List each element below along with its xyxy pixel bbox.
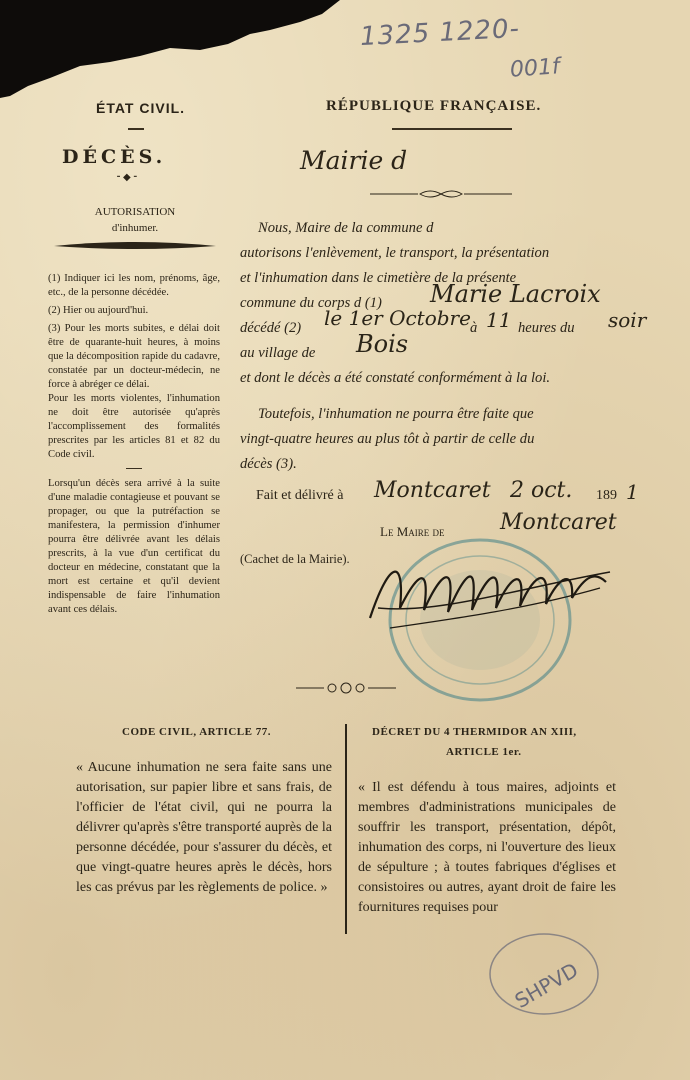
toutefois-line-2: vingt-quatre heures au plus tôt à partir de celle du (240, 431, 535, 447)
body-line-7: et dont le décès a été constaté conformément à la loi. (240, 370, 551, 386)
inhumer-subtitle: d'inhumer. (111, 222, 159, 234)
body-line-1: Nous, Maire de la commune d (258, 220, 434, 236)
decret-title: DÉCRET DU 4 THERMIDOR AN XIII, (372, 726, 577, 738)
village-handwritten: Bois (356, 330, 409, 358)
mairie-heading: Mairie d (300, 146, 408, 175)
note-violent-deaths: Pour les morts violentes, l'inhumation ne doit être autorisée qu'après l'accomplissement des formalités prescrites par les articles 81 et 82 du Code civil. (48, 393, 220, 460)
note-2: (2) Hier ou aujourd'hui. (48, 305, 149, 316)
body-line-5-a: à (470, 320, 478, 336)
torn-paper-edge (0, 0, 690, 100)
issue-year-printed: 189 (596, 488, 617, 503)
autorisation-title: AUTORISATION (94, 206, 176, 218)
ornamental-divider (296, 680, 396, 696)
divider (128, 128, 144, 130)
body-line-3: et l'inhumation dans le cimetière de la présente (240, 270, 517, 286)
column-divider (345, 724, 347, 934)
body-line-2: autorisons l'enlèvement, le transport, la présentation (240, 245, 550, 261)
note-contagious: Lorsqu'un décès sera arrivé à la suite d'une maladie contagieuse et pouvant se propager, ou que la putréfaction se manifestera, la permission d'inhumer pourra être délivrée avant les délais prescrits, à la vue d'un certificat du docteur en médecine, constatant que la mort est certaine et qu'il devient indispensable de faire l'inhumation avant ces délais. (48, 478, 220, 615)
le-maire-label: Le Maire de (380, 524, 445, 539)
death-hour-handwritten: 11 (486, 308, 512, 332)
code-civil-text: « Aucune inhumation ne sera faite sans une autorisation, sur papier libre et sans frais, de l'officier de l'état civil, qui ne pourra la délivrer qu'après s'être transporté auprès de la personne décédée, pour s'assurer du décès, et que vingt-quatre heures après le décès, hors les cas prévus par les règlements de police. » (76, 760, 332, 895)
note-3: (3) Pour les morts subites, e délai doit être de quarante-huit heures, à moins que la décomposition rapide du cadavre, constatée par un docteur-médecin, ne force à abréger ce délai. (48, 323, 220, 390)
death-period-handwritten: soir (608, 308, 647, 332)
divider (392, 128, 512, 130)
issue-place-handwritten: Montcaret (374, 478, 491, 503)
body-line-5-heures: heures du (518, 320, 575, 336)
republique-heading: RÉPUBLIQUE FRANÇAISE. (326, 98, 542, 114)
decret-article: ARTICLE 1er. (446, 746, 522, 758)
stamp-label: SHPVD (510, 957, 583, 1013)
toutefois-line-1: Toutefois, l'inhumation ne pourra être faite que (258, 406, 534, 422)
divider (126, 468, 142, 469)
toutefois-line-3: décès (3). (240, 456, 297, 472)
archive-reference-suffix: 001f (509, 54, 561, 83)
cachet-label: (Cachet de la Mairie). (240, 552, 350, 566)
issue-year-handwritten: 1 (626, 480, 639, 504)
ornament: ⁃◆⁃ (116, 172, 140, 183)
deces-heading: DÉCÈS. (62, 146, 167, 168)
body-line-4: commune du corps d (1) (240, 295, 382, 311)
body-line-6: au village de (240, 345, 316, 361)
maire-commune-handwritten: Montcaret (500, 510, 617, 535)
body-line-5: décédé (2) (240, 320, 302, 336)
code-civil-title: CODE CIVIL, ARTICLE 77. (122, 726, 271, 738)
fait-label: Fait et délivré à (256, 488, 344, 503)
note-1: (1) Indiquer ici les nom, prénoms, âge, etc., de la personne décédée. (48, 273, 220, 298)
autorisation-label (80, 204, 190, 236)
ornamental-rule (52, 240, 218, 252)
mayor-signature (360, 548, 620, 638)
death-date-handwritten: le 1er Octobre (324, 306, 471, 330)
footnotes (48, 272, 220, 621)
ornamental-rule (370, 188, 512, 200)
issue-date-handwritten: 2 oct. (510, 478, 573, 503)
shpvd-stamp (486, 928, 606, 1020)
etat-civil-heading: ÉTAT CIVIL. (96, 100, 186, 116)
authorisation-text (240, 216, 650, 476)
archive-reference: 1325 1220- (359, 13, 521, 53)
decret-text: « Il est défendu à tous maires, adjoints et membres d'administrations municipales de souffrir les transport, présentation, dépôt, inhumation des corps, ni l'ouverture des lieux de sépulture ; à toutes fabriques d'églises et consistoires ou autres, ayant droit de faire les fournitures requises pour (358, 780, 616, 915)
deceased-name-handwritten: Marie Lacroix (430, 280, 601, 308)
